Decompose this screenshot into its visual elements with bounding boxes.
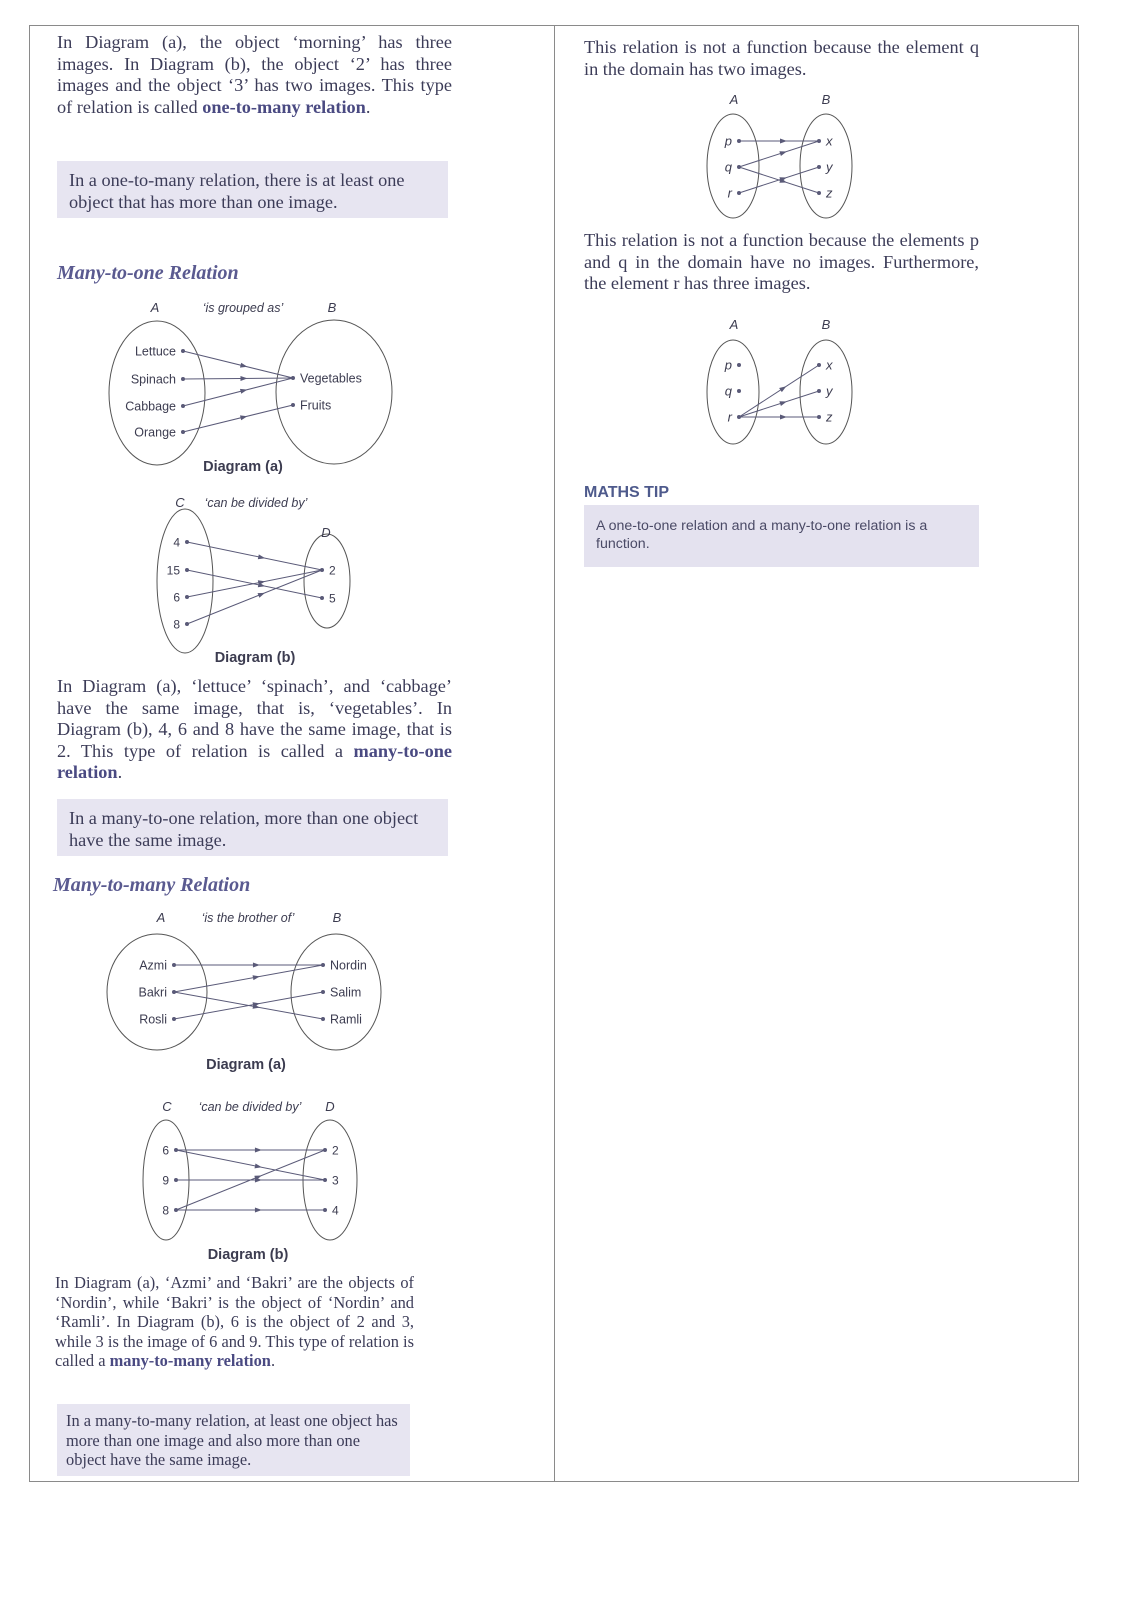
domain-element: 6	[173, 590, 180, 605]
set-label: B	[821, 92, 831, 107]
codomain-element: y	[826, 383, 833, 399]
term-one-to-many: one-to-many relation	[202, 96, 366, 117]
codomain-element: x	[826, 357, 833, 373]
paragraph-not-function-2: This relation is not a function because the elements p and q in the domain have no images. Furthermore, the element r has three images.	[584, 230, 979, 294]
codomain-element: Nordin	[330, 958, 367, 973]
codomain-element: Salim	[330, 985, 362, 1000]
codomain-element: 4	[332, 1203, 339, 1218]
domain-element: Spinach	[130, 372, 176, 387]
paragraph-many-to-many	[55, 1273, 414, 1371]
set-label: B	[821, 317, 831, 332]
domain-element: r	[727, 409, 732, 425]
relation-label: ‘is grouped as’	[202, 301, 284, 315]
codomain-element: x	[826, 133, 833, 149]
paragraph-not-function-1: This relation is not a function because the element q in the domain has two images.	[584, 37, 979, 79]
maths-tip-box: A one-to-one relation and a many-to-one relation is a function.	[584, 505, 979, 567]
set-label: A	[729, 92, 739, 107]
domain-element: Cabbage	[125, 399, 176, 414]
paragraph-text: In Diagram (a), ‘Azmi’ and ‘Bakri’ are the objects of ‘Nordin’, while ‘Bakri’ is the object of ‘Nordin’ and ‘Ramli’. In Diagram (b), 6 is the object of 2 and 3, while 3 is the image of 6 and 9. This type of relation is called a	[55, 1273, 414, 1371]
paragraph-one-to-many	[57, 32, 452, 118]
set-label: C	[162, 1099, 172, 1114]
note-box-many-to-many: In a many-to-many relation, at least one object has more than one image and also more than one object have the same image.	[57, 1404, 410, 1476]
domain-element: 6	[162, 1143, 169, 1158]
codomain-element: Fruits	[300, 398, 332, 413]
domain-element: r	[727, 185, 732, 201]
set-label: D	[325, 1099, 335, 1114]
codomain-element: z	[826, 409, 833, 425]
set-label: B	[327, 300, 337, 315]
codomain-element: Ramli	[330, 1012, 362, 1027]
codomain-element: 5	[329, 591, 336, 606]
codomain-element: 2	[329, 563, 336, 578]
domain-element: Azmi	[139, 958, 167, 973]
column-divider	[554, 25, 555, 1482]
codomain-element: 2	[332, 1143, 339, 1158]
set-label: C	[175, 495, 185, 510]
heading-many-to-many: Many-to-many Relation	[53, 874, 251, 896]
set-label: A	[156, 910, 166, 925]
domain-element: 4	[173, 535, 180, 550]
diagram-caption: Diagram (a)	[203, 459, 283, 475]
set-label: A	[150, 300, 160, 315]
codomain-element: z	[826, 185, 833, 201]
note-box-many-to-one: In a many-to-one relation, more than one object have the same image.	[57, 799, 448, 856]
paragraph-text: In Diagram (a), ‘lettuce’ ‘spinach’, and ‘cabbage’ have the same image, that is, ‘vegetables’. In Diagram (b), 4, 6 and 8 have the same image, that is 2. This type of relation is called a	[57, 676, 452, 761]
set-label: A	[729, 317, 739, 332]
paragraph-many-to-one	[57, 676, 452, 784]
codomain-element: Vegetables	[300, 371, 362, 386]
maths-tip-heading: MATHS TIP	[584, 484, 670, 501]
paragraph-end: .	[365, 96, 371, 117]
codomain-element: 3	[332, 1173, 339, 1188]
domain-element: 9	[162, 1173, 169, 1188]
diagram-caption: Diagram (a)	[206, 1057, 286, 1073]
note-box-one-to-many: In a one-to-many relation, there is at least one object that has more than one image.	[57, 161, 448, 218]
set-label: B	[332, 910, 342, 925]
term-many-to-many: many-to-many relation	[109, 1351, 271, 1371]
relation-label: ‘can be divided by’	[198, 1100, 302, 1114]
paragraph-text: In Diagram (a), the object ‘morning’ has three images. In Diagram (b), the object ‘2’ has three images and the object ‘3’ has two images. This type of relation is called	[57, 32, 452, 117]
domain-element: 8	[162, 1203, 169, 1218]
domain-element: 15	[166, 563, 180, 578]
domain-element: p	[724, 133, 732, 149]
domain-element: q	[724, 159, 732, 175]
paragraph-end: .	[117, 762, 123, 783]
paragraph-end: .	[270, 1351, 276, 1371]
set-label: D	[321, 525, 331, 540]
domain-element: Lettuce	[134, 344, 176, 359]
term-many-to-one: many-to-one relation	[57, 740, 452, 783]
domain-element: 8	[173, 617, 180, 632]
relation-label: ‘can be divided by’	[204, 496, 308, 510]
domain-element: Bakri	[138, 985, 167, 1000]
codomain-element: y	[826, 159, 833, 175]
heading-many-to-one: Many-to-one Relation	[57, 262, 239, 284]
relation-label: ‘is the brother of’	[201, 911, 295, 925]
domain-element: q	[724, 383, 732, 399]
diagram-caption: Diagram (b)	[214, 650, 296, 666]
domain-element: Orange	[134, 425, 176, 440]
diagram-caption: Diagram (b)	[207, 1247, 289, 1263]
domain-element: Rosli	[139, 1012, 167, 1027]
domain-element: p	[724, 357, 732, 373]
